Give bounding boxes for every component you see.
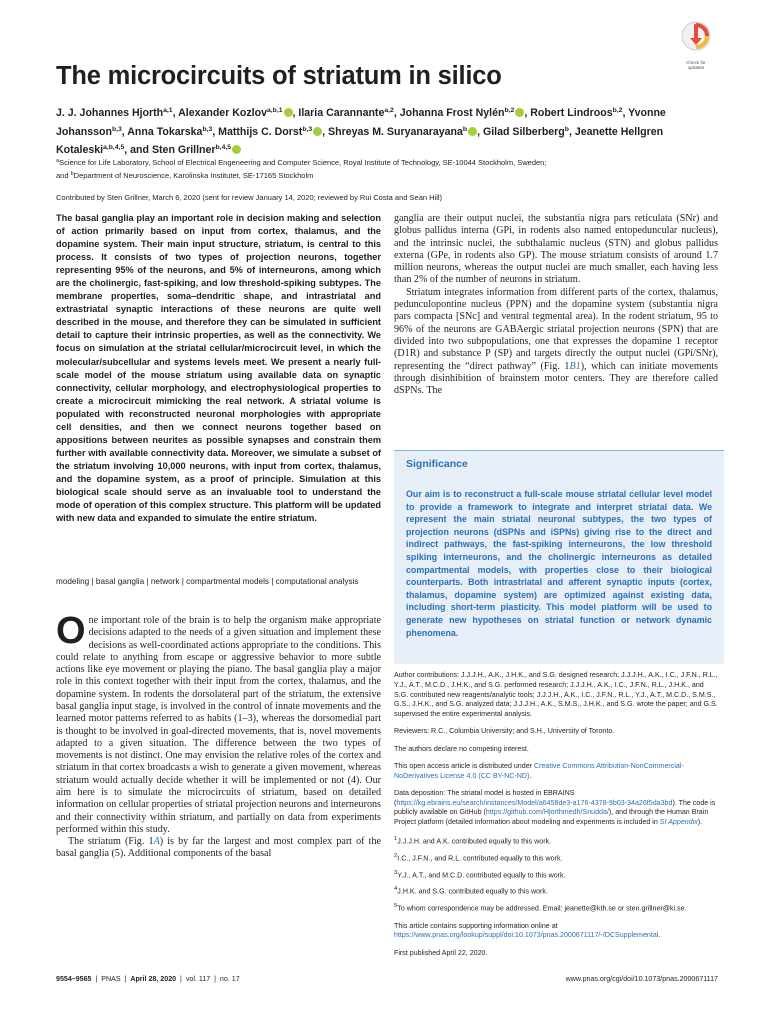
intro-p2-part-b: ) is by far the largest and most complex part of the basal ganglia (5). Additional components of the basal <box>56 836 381 860</box>
author-affil-sup: b <box>564 125 569 133</box>
first-published: First published April 22, 2020. <box>394 948 488 957</box>
significance-body: Our aim is to reconstruct a full-scale mouse striatal cellular level model to provide a framework to integrate and interpret striatal data. We represent the main striatal neuronal subtypes, the two types of projection neurons (dSPNs and iSPNs) giving rise to the direct and indirect pathways, the fast-spiking interneurons, the low threshold spiking interneurons, and the cholinergic interneurons as detailed compartmental models, with properties close to their biological counterparts. Both intrastriatal and afferent synaptic inputs (cortex, thalamus, dopamine system) are optimized against existing data, including short-term plasticity. This model platform will be used to generate new hypotheses on striatal function or network dynamic phenomena. <box>406 489 712 638</box>
author-separator: , <box>212 125 219 138</box>
affil-b-text: Department of Neuroscience, Karolinska Institutet, SE-17165 Stockholm <box>73 170 314 180</box>
body-column-2 <box>394 213 718 397</box>
author-name: Johanna Frost Nylén <box>399 107 505 119</box>
footnote-1-text: J.J.J.H. and A.K. contributed equally to this work. <box>397 837 552 846</box>
deposition-text-a: Data deposition: The striatal model is hosted in EBRAINS ( <box>394 788 575 807</box>
intro-paragraph-1: ne important role of the brain is to help the organism make appropriate decisions adapted to the needs of a given situation and implement these decisions as well-coordinated actions appropriate to the conditions. This could relate to anything from escape or aggressive behavior to more subtle actions like eye movement or playing the piano. The basal ganglia play a major role in this context together with their input from the cortex, thalamus, and the dopamine system. In rodents the dorsolateral part of the striatum, the extensive basal ganglia input stage, is involved in the control of innate movements and the learned motor patterns referred to as habits (1–3), whereas the dorsomedial part is thought to be involved in goal-directed movements, that is, novel movements adapted to a given situation. The difference between the two types of movements is not distinct. One may envision the relative roles of the cortex and striatum in that cortex broadcasts a wish to generate a given movement, whereas striatum would actually decide whether it will be implemented or not (4). Our aim here is to simulate the microcircuits of striatum, based on detailed information on cellular properties of striatal projection neurons and interneurons and their connectivity within striatum, and partially on data from experiments performed within this study. <box>56 615 381 835</box>
author-9[interactable] <box>328 126 477 138</box>
ebrains-link[interactable]: https://kg.ebrains.eu/search/instances/Model/a6458de3-a176-4378-9b03-34a26f5da3bd <box>396 798 673 807</box>
orcid-icon[interactable] <box>515 108 524 117</box>
author-affil-sup: a,1 <box>163 107 173 114</box>
si-text-b: . <box>658 931 661 940</box>
intro-p2-part-a: The striatum (Fig. 1 <box>68 836 154 848</box>
deposition-text-b: ). The code is publicly available on GitHub ( <box>394 798 716 817</box>
footer-sep-3: | <box>180 975 182 983</box>
check-label-line2: updates <box>687 65 705 71</box>
author-affil-sup: b <box>462 125 468 133</box>
footnote-5: $^5$To whom correspondence may be addressed. Email: jeanette@kth.se or sten.grillner@ki.se. <box>394 903 687 913</box>
footnote-2-text: I.C., J.F.N., and R.L. contributed equally to this work. <box>397 854 563 863</box>
check-for-updates-label[interactable] <box>676 60 716 71</box>
affiliations <box>56 156 706 181</box>
footer-sep-2: | <box>124 975 127 983</box>
orcid-icon[interactable] <box>313 127 322 136</box>
author-separator: , <box>322 125 329 138</box>
si-appendix-link[interactable]: SI Appendix <box>659 818 698 826</box>
github-link[interactable]: https://github.com/Hjorthmedh/Snudda/ <box>485 808 609 817</box>
author-affil-sup: b,2 <box>612 107 623 114</box>
author-1[interactable] <box>56 107 173 119</box>
affil-a-sup: a <box>56 158 60 164</box>
figure-ref-1b1[interactable]: B1 <box>569 360 581 372</box>
footnote-3: $^3$Y.J., A.T., and M.C.D. contributed equally to this work. <box>394 869 566 880</box>
reviewers: Reviewers: R.C., Columbia University; and S.H., University of Toronto. <box>394 727 615 736</box>
affil-join: and <box>56 170 71 180</box>
col2-p2-part-b: ), which can initiate movements through disinhibition of brainstem motor centers. They are therefore called dSPNs. The <box>394 360 718 397</box>
footer-citation <box>56 975 240 983</box>
author-contributions: Author contributions: J.J.J.H., A.K., J.H.K., and S.G. designed research; J.J.J.H., A.K., I.C., J.F.N., R.L., Y.J., A.T., M.C.D., J.H.K., and S.G. performed research; J.J.J.H., A.K., I.C., J.F.N., R.L., J.H.K., and S.G. contributed new reagents/analytic tools; J.J.J.H., A.K., I.C., J.F.N., R.L., Y.J., A.T., M.C.D., S.M.S., G.S., J.H.K., and S.G. analyzed data; J.J.J.H., A.K., S.M.S., J.H.K., and S.G. wrote the paper; and G.S. supervised the entire experimental analysis. <box>394 671 718 718</box>
author-affil-sup: b,3 <box>111 125 122 133</box>
data-deposition <box>394 789 718 828</box>
author-separator: , and <box>124 144 152 156</box>
author-name: Matthijs C. Dorst <box>218 125 303 138</box>
footer-sep-1: | <box>95 975 98 983</box>
intro-paragraph-2 <box>56 836 381 861</box>
author-separator: , <box>524 107 531 119</box>
open-access-end: . <box>529 771 532 780</box>
deposition-text-d: ). <box>697 818 703 826</box>
author-affil-sup: a,b,1 <box>267 107 283 114</box>
author-separator: , <box>121 125 128 138</box>
significance-box <box>394 450 724 664</box>
author-name: Jeanette Hellgren Kotaleski <box>56 125 664 156</box>
author-separator: , <box>622 107 629 119</box>
footnote-3-text: Y.J., A.T., and M.C.D. contributed equally to this work. <box>397 871 566 880</box>
check-for-updates-icon[interactable] <box>676 18 716 58</box>
author-affil-sup: b,3 <box>302 125 313 133</box>
paper-title: The microcircuits of striatum in silico <box>56 62 502 90</box>
author-affil-sup: b,3 <box>202 125 213 133</box>
abstract: The basal ganglia play an important role in decision making and selection of action primarily based on input from cortex, thalamus, and the dopamine system. Their main input structure, striatum, is central to this process. It consists of two types of projection neurons, together representing 95% of the neurons, and 5% of interneurons, among which are the cholinergic, fast-spiking, and low threshold-spiking subtypes. The membrane properties, soma–dendritic shape, and intrastriatal and extrastriatal synaptic interactions of these neurons are quite well described in the mouse, and therefore they can be simulated in sufficient detail to capture their intrinsic properties, as well as the connectivity. We focus on simulation at the striatal cellular/microcircuit level, in which the molecular/subcellular and systems levels meet. We present a nearly full-scale model of the mouse striatum using available data on synaptic connectivity, cellular morphology, and electrophysiological properties to create a microcircuit mimicking the real network. A striatal volume is populated with reconstructed neuronal morphologies with appropriate cell densities, and then we connect neurons together based on appositions between neurites as possible synapses and constrain them further with available connectivity data. Moreover, we simulate a subset of the striatum involving 10,000 neurons, with input from cortex, thalamus, and the dopamine system, as a proof of principle. Simulation at this biological scale should serve as an invaluable tool to understand the mode of operation of this complex structure. This platform will be updated with new data and expanded to simulate the entire striatum. <box>56 213 381 524</box>
keywords: modeling | basal ganglia | network | compartmental models | computational analysis <box>56 577 359 586</box>
author-3[interactable] <box>298 107 393 119</box>
author-affil-sup: b,2 <box>504 107 515 114</box>
orcid-icon[interactable] <box>284 108 293 117</box>
footnote-4: $^4$J.H.K. and S.G. contributed equally to this work. <box>394 886 548 896</box>
introduction <box>56 610 381 861</box>
author-affil-sup: a,b,4,5 <box>103 144 125 151</box>
author-name: Robert Lindroos <box>530 107 613 119</box>
author-name: Ilaria Carannante <box>298 107 385 119</box>
col2-paragraph-2 <box>394 287 718 398</box>
check-label-line1: Check for <box>686 60 706 65</box>
footnote-4-text: J.H.K. and S.G. contributed equally to this work. <box>397 887 548 896</box>
author-separator: , <box>477 125 483 138</box>
affil-a-text: Science for Life Laboratory, School of Electrical Engeneering and Computer Science, Royal Institute of Technology, SE-10044 Stockholm, Sweden; <box>59 158 547 167</box>
significance-heading: Significance <box>406 458 468 470</box>
open-access-text: This open access article is distributed under <box>394 761 534 770</box>
supporting-info <box>394 922 718 942</box>
deposition-text-c: ), and through the Human Brain Project platform (detailed information about modeling and experiments is included in <box>394 808 709 826</box>
author-separator: , <box>568 125 575 138</box>
author-name: Yvonne Johansson <box>56 107 666 138</box>
author-affil-sup: a,2 <box>384 107 394 114</box>
footnote-5-text: To whom correspondence may be addressed. Email: jeanette@kth.se or sten.grillner@ki.se. <box>397 904 687 913</box>
author-name: J. J. Johannes Hjorth <box>56 107 164 119</box>
author-7[interactable] <box>127 126 212 138</box>
author-5[interactable] <box>530 107 622 119</box>
footnote-1: $^1$J.J.J.H. and A.K. contributed equally to this work. <box>394 836 552 846</box>
si-text-a: This article contains supporting information online at <box>394 921 558 930</box>
footer-volume: vol. 117 <box>185 975 211 983</box>
author-12[interactable] <box>152 144 241 156</box>
author-separator: , <box>393 107 400 119</box>
footer-sep-4: | <box>214 975 216 983</box>
orcid-icon[interactable] <box>232 145 241 154</box>
author-10[interactable] <box>483 126 569 138</box>
footer-doi[interactable]: www.pnas.org/cgi/doi/10.1073/pnas.2000671117 <box>565 975 718 983</box>
author-4[interactable] <box>400 107 525 119</box>
author-name: Sten Grillner <box>151 144 216 156</box>
contributed-line: Contributed by Sten Grillner, March 6, 2020 (sent for review January 14, 2020; reviewed by Rui Costa and Sean Hill) <box>56 193 443 202</box>
affil-b-sup: b <box>70 170 74 177</box>
author-affil-sup: b,4,5 <box>215 144 232 151</box>
competing-interest: The authors declare no competing interest. <box>394 744 529 753</box>
author-2[interactable] <box>178 107 292 119</box>
license-link[interactable]: Creative Commons Attribution-NonCommercial-NoDerivatives License 4.0 (CC BY-NC-ND) <box>394 761 684 780</box>
si-link[interactable]: https://www.pnas.org/lookup/suppl/doi:10.1073/pnas.2000671117/-/DCSupplemental <box>394 931 659 940</box>
orcid-icon[interactable] <box>468 127 477 136</box>
figure-ref-1a[interactable]: A <box>153 836 160 848</box>
open-access <box>394 762 718 782</box>
footer-journal: PNAS <box>101 975 121 983</box>
footnote-2: $^2$I.C., J.F.N., and R.L. contributed equally to this work. <box>394 852 563 863</box>
author-name: Anna Tokarska <box>127 125 203 138</box>
author-name: Alexander Kozlov <box>178 107 267 119</box>
footer-date: April 28, 2020 <box>130 975 177 983</box>
footer-pages: 9554–9565 <box>56 975 92 983</box>
author-8[interactable] <box>218 126 322 138</box>
author-list <box>56 103 706 159</box>
author-name: Gilad Silberberg <box>482 125 565 138</box>
footer-issue: no. 17 <box>219 975 240 983</box>
col2-p2-part-a: Striatum integrates information from different parts of the cortex, thalamus, pedunculopontine nucleus (PPN) and the dopamine system (substantia nigra pars compacta [SNc] and ventral tegmental area). In the rodent striatum, 95 to 96% of the neurons are GABAergic striatal projection neurons (SPN) that are divided into two subpopulations, one that expresses the dopamine 1 receptor (D1R) and substance P (SP) and targets directly the output nuclei (GPi/SNr), representing the “direct pathway” (Fig. 1 <box>394 286 718 372</box>
author-separator: , <box>172 107 179 119</box>
drop-cap: O <box>56 610 86 652</box>
col2-paragraph-1: ganglia are their output nuclei, the substantia nigra pars reticulata (SNr) and globus pallidus interna (GPi, in rodents also named entopeduncular nucleus), and the intrinsic nuclei, the subthalamic nucleus (STN) and globus pallidus externa (GPe, in rodents also GP). The mouse striatum consists of around 1.7 million neurons, whereas the output nuclei are much smaller, each having less than 2% of the number of neurons in striatum. <box>394 213 718 286</box>
author-separator: , <box>292 107 299 119</box>
author-name: Shreyas M. Suryanarayana <box>328 125 463 138</box>
author-notes <box>394 671 718 958</box>
